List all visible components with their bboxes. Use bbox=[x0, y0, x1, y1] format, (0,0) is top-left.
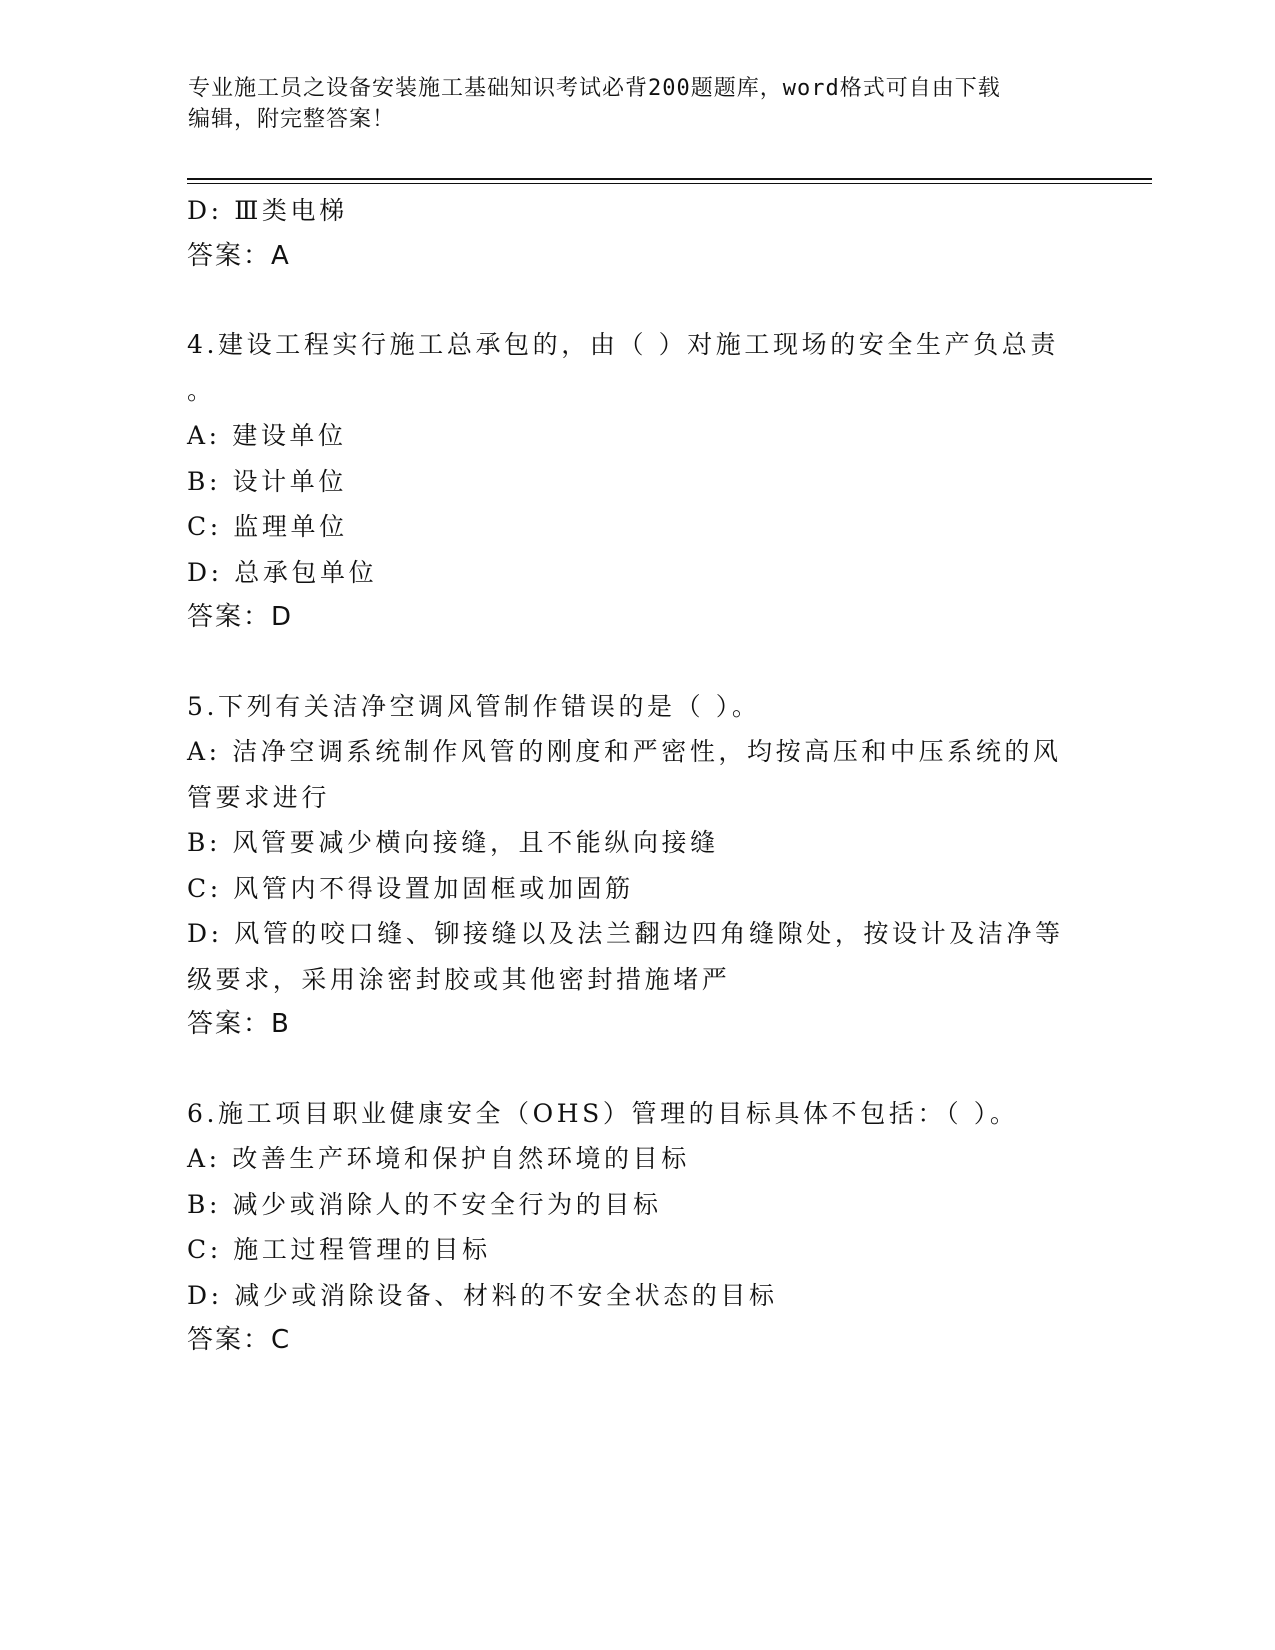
question-5-option-a-line-2: 管要求进行 bbox=[187, 782, 331, 812]
question-5-option-b: B: 风管要减少横向接缝，且不能纵向接缝 bbox=[187, 828, 719, 857]
question-6-stem: 6.施工项目职业健康安全（OHS）管理的目标具体不包括：（ ）。 bbox=[187, 1098, 1019, 1128]
question-5-stem: 5.下列有关洁净空调风管制作错误的是（ ）。 bbox=[187, 691, 761, 721]
question-4-option-c: C: 监理单位 bbox=[187, 512, 348, 541]
question-5-option-d-line-2: 级要求，采用涂密封胶或其他密封措施堵严 bbox=[187, 964, 731, 994]
previous-question-answer: 答案：A bbox=[187, 240, 291, 271]
question-4-stem-line-2: 。 bbox=[187, 375, 216, 405]
header-line-1: 专业施工员之设备安装施工基础知识考试必背200题题库，word格式可自由下载 bbox=[188, 76, 1001, 101]
question-5-option-c: C: 风管内不得设置加固框或加固筋 bbox=[187, 873, 634, 903]
header-divider-thin bbox=[187, 183, 1152, 184]
question-4-answer: 答案：D bbox=[187, 602, 294, 632]
spacer bbox=[187, 279, 1087, 322]
header-divider-thick bbox=[187, 178, 1152, 180]
question-4-stem-line-1: 4.建设工程实行施工总承包的，由（ ）对施工现场的安全生产负总责 bbox=[187, 330, 1060, 359]
spacer bbox=[187, 1048, 1087, 1091]
spacer bbox=[187, 641, 1087, 684]
page-header bbox=[188, 73, 1088, 135]
question-4-option-b: B: 设计单位 bbox=[187, 466, 347, 496]
question-6-option-c: C: 施工过程管理的目标 bbox=[187, 1235, 491, 1264]
question-4-option-a: A: 建设单位 bbox=[187, 421, 347, 450]
question-4-option-d: D: 总承包单位 bbox=[187, 557, 378, 587]
question-5-answer: 答案：B bbox=[187, 1009, 291, 1039]
question-5-option-d-line-1: D: 风管的咬口缝、铆接缝以及法兰翻边四角缝隙处，按设计及洁净等 bbox=[187, 919, 1064, 948]
question-4 bbox=[187, 322, 1087, 641]
question-6-answer: 答案：C bbox=[187, 1325, 292, 1355]
question-6-option-b: B: 减少或消除人的不安全行为的目标 bbox=[187, 1189, 662, 1219]
question-6-option-a: A: 改善生产环境和保护自然环境的目标 bbox=[187, 1144, 690, 1173]
question-6 bbox=[187, 1091, 1087, 1364]
question-6-option-d: D: 减少或消除设备、材料的不安全状态的目标 bbox=[187, 1280, 778, 1310]
question-5 bbox=[187, 684, 1087, 1048]
question-5-option-a-line-1: A: 洁净空调系统制作风管的刚度和严密性，均按高压和中压系统的风 bbox=[187, 737, 1062, 766]
header-line-2: 编辑，附完整答案！ bbox=[188, 107, 396, 132]
question-content bbox=[187, 188, 1087, 1364]
previous-question-option-d: D: Ⅲ类电梯 bbox=[187, 196, 348, 225]
